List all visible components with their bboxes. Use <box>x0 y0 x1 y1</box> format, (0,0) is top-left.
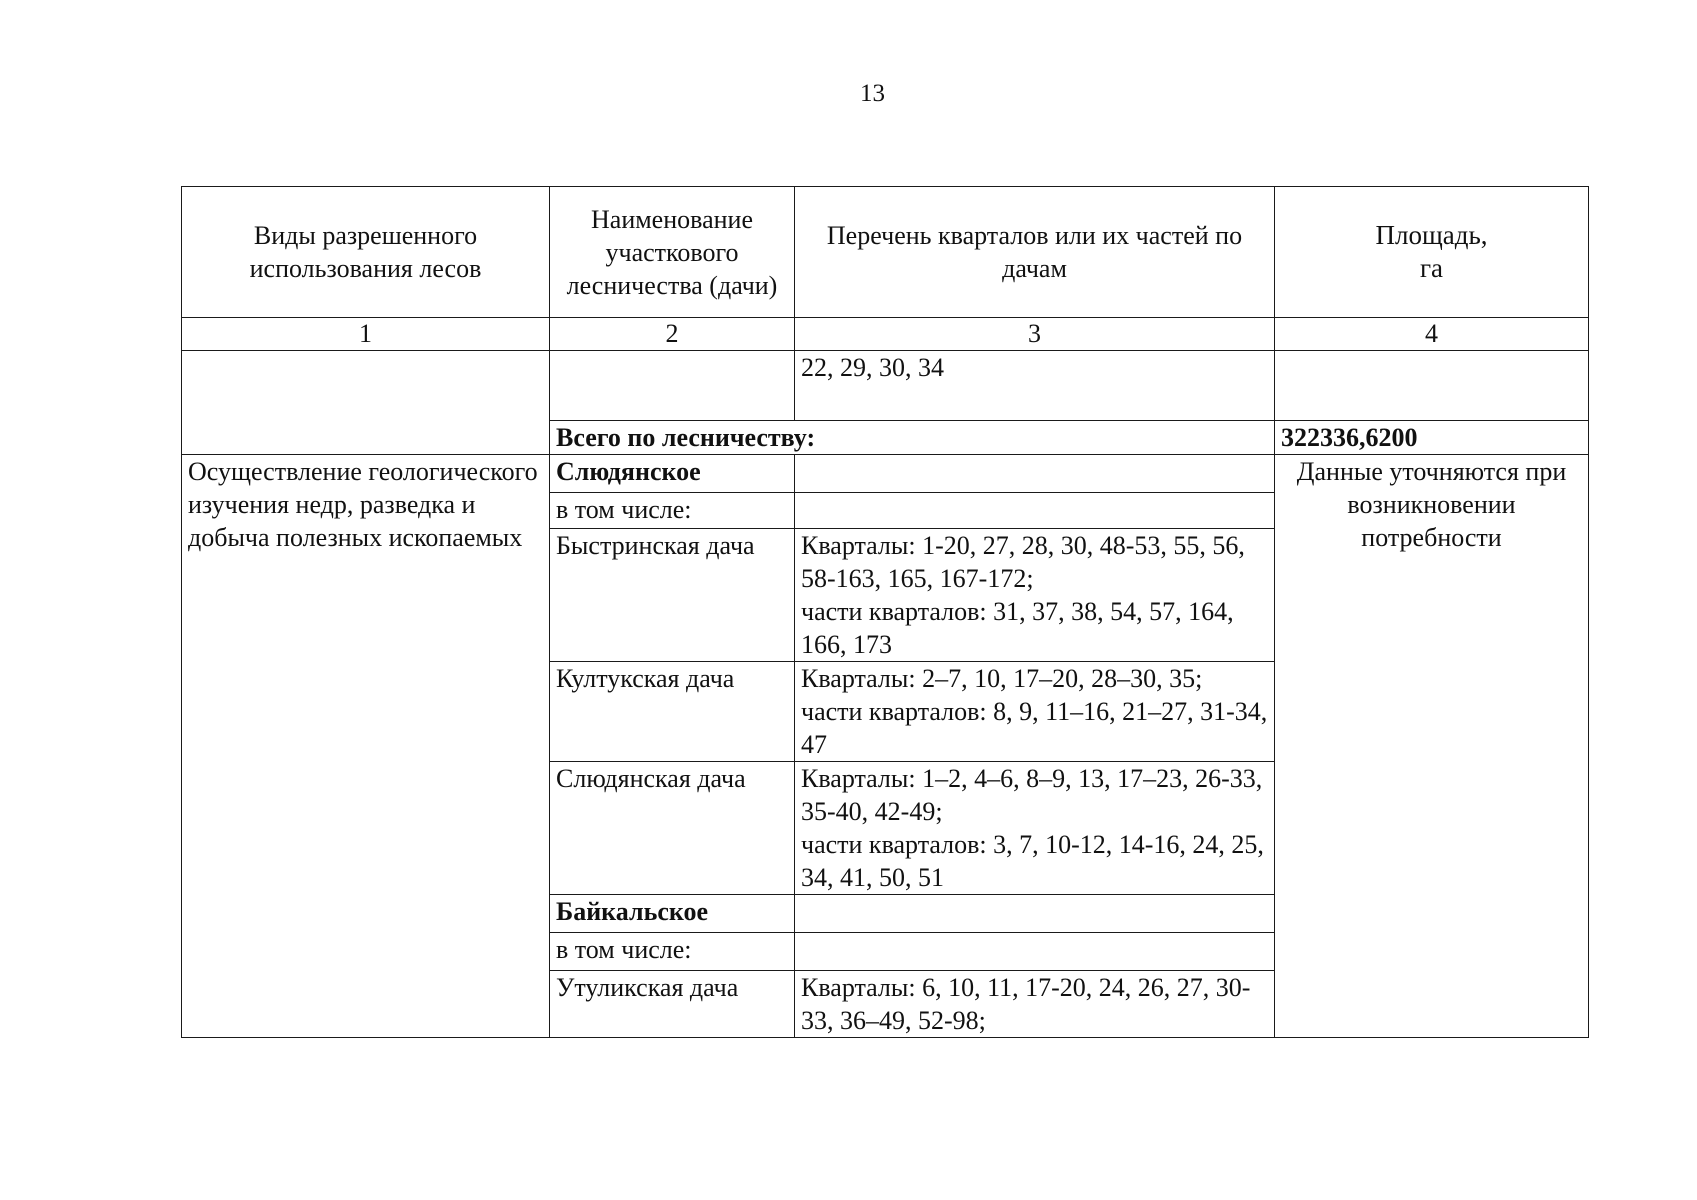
continuation-name-cell <box>550 351 795 421</box>
quarters: Кварталы: 1-20, 27, 28, 30, 48-53, 55, 56, 58-163, 165, 167-172; части кварталов: 31, 37, 38, 54, 57, 164, 166, 173 <box>795 529 1275 662</box>
column-number-2: 2 <box>550 318 795 351</box>
continuation-area-cell <box>1275 351 1589 421</box>
header-quarters-list: Перечень кварталов или их частей по дачам <box>795 187 1275 318</box>
quarters: Кварталы: 2–7, 10, 17–20, 28–30, 35; части кварталов: 8, 9, 11–16, 21–27, 31-34, 47 <box>795 662 1275 762</box>
area-note: Данные уточняются при возникновении потребности <box>1275 455 1589 1038</box>
forestry-name: в том числе: <box>550 933 795 971</box>
total-label: Всего по лесничеству: <box>550 421 1275 455</box>
quarters <box>795 455 1275 493</box>
column-number-row <box>182 318 1589 351</box>
forest-use-table <box>181 186 1589 1038</box>
forestry-name: Култукская дача <box>550 662 795 762</box>
table-row <box>182 455 1589 493</box>
continuation-row <box>182 351 1589 421</box>
quarters <box>795 933 1275 971</box>
quarters: Кварталы: 1–2, 4–6, 8–9, 13, 17–23, 26-33, 35-40, 42-49; части кварталов: 3, 7, 10-12, 14-16, 24, 25, 34, 41, 50, 51 <box>795 762 1275 895</box>
column-number-4: 4 <box>1275 318 1589 351</box>
header-forestry-name: Наименование участкового лесничества (дачи) <box>550 187 795 318</box>
header-area: Площадь, га <box>1275 187 1589 318</box>
quarters: Кварталы: 6, 10, 11, 17-20, 24, 26, 27, 30-33, 36–49, 52-98; <box>795 971 1275 1038</box>
total-area: 322336,6200 <box>1275 421 1589 455</box>
forestry-name: Утуликская дача <box>550 971 795 1038</box>
quarters <box>795 493 1275 529</box>
forestry-name: Быстринская дача <box>550 529 795 662</box>
continuation-quarters: 22, 29, 30, 34 <box>795 351 1275 421</box>
forestry-name: в том числе: <box>550 493 795 529</box>
continuation-usage-cell <box>182 351 550 455</box>
column-number-3: 3 <box>795 318 1275 351</box>
forestry-name: Слюдянская дача <box>550 762 795 895</box>
column-number-1: 1 <box>182 318 550 351</box>
forestry-name: Слюдянское <box>550 455 795 493</box>
usage-type: Осуществление геологического изучения недр, разведка и добыча полезных ископаемых <box>182 455 550 1038</box>
quarters <box>795 895 1275 933</box>
header-usage-type: Виды разрешенного использования лесов <box>182 187 550 318</box>
header-row <box>182 187 1589 318</box>
page-number: 13 <box>860 80 885 107</box>
forestry-name: Байкальское <box>550 895 795 933</box>
